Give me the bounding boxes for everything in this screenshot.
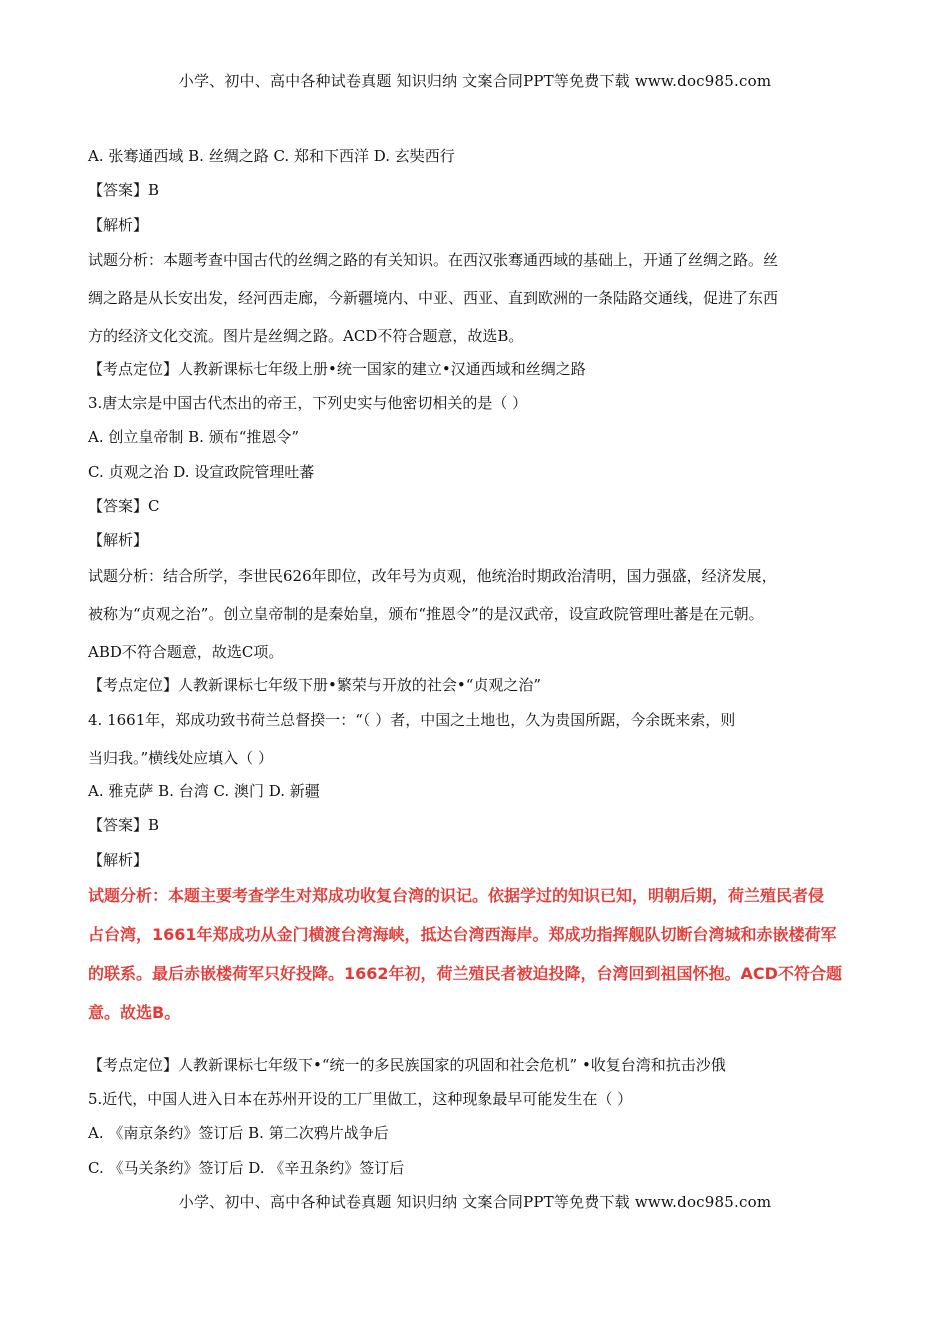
document-body: [88, 146, 878, 1192]
q4-analysis-line: 的联系。最后赤嵌楼荷军只好投降。1662年初，荷兰殖民者被迫投降，台湾回到祖国怀抱。ACD不符合题: [88, 963, 842, 983]
q4-answer: 【答案】B: [88, 816, 160, 835]
q2-analysis-line: 方的经济文化交流。图片是丝绸之路。ACD不符合题意，故选B。: [88, 326, 524, 345]
q3-kaodian: 【考点定位】人教新课标七年级下册•繁荣与开放的社会•“贞观之治”: [88, 675, 542, 694]
q2-analysis-label: 【解析】: [88, 215, 149, 234]
q3-options-row1: A. 创立皇帝制 B. 颁布“推恩令”: [88, 428, 300, 447]
q3-analysis-line: 试题分析：结合所学，李世民626年即位，改年号为贞观，他统治时期政治清明，国力强盛，经济发展，: [88, 566, 777, 585]
q4-analysis-highlighted: [88, 884, 878, 1025]
q5-options-row2: C. 《马关条约》签订后 D. 《辛丑条约》签订后: [88, 1158, 405, 1177]
page-footer-watermark: 小学、初中、高中各种试卷真题 知识归纳 文案合同PPT等免费下载 www.doc985.com: [178, 1193, 772, 1211]
q2-analysis-line: 试题分析：本题考查中国古代的丝绸之路的有关知识。在西汉张骞通西域的基础上，开通了丝绸之路。丝: [88, 250, 779, 269]
q2-analysis-line: 绸之路是从长安出发，经河西走廊，今新疆境内、中亚、西亚、直到欧洲的一条陆路交通线，促进了东西: [88, 288, 779, 307]
q4-question-line: 当归我。”横线处应填入（ ）: [88, 748, 273, 767]
q4-analysis-line: 试题分析：本题主要考查学生对郑成功收复台湾的识记。依据学过的知识已知，明朝后期，荷兰殖民者侵: [88, 885, 825, 905]
q3-analysis: [88, 565, 878, 663]
q4-question: [88, 709, 878, 769]
q5-options-row1: A. 《南京条约》签订后 B. 第二次鸦片战争后: [88, 1124, 389, 1143]
q4-analysis-label: 【解析】: [88, 850, 149, 869]
page-header-watermark: 小学、初中、高中各种试卷真题 知识归纳 文案合同PPT等免费下载 www.doc985.com: [178, 72, 772, 90]
q2-kaodian: 【考点定位】人教新课标七年级上册•统一国家的建立•汉通西域和丝绸之路: [88, 359, 586, 378]
q3-analysis-line: 被称为“贞观之治”。创立皇帝制的是秦始皇，颁布“推恩令”的是汉武帝，设宣政院管理吐蕃是在元朝。: [88, 604, 764, 623]
q3-analysis-label: 【解析】: [88, 531, 149, 550]
q4-analysis-line: 占台湾，1661年郑成功从金门横渡台湾海峡，抵达台湾西海岸。郑成功指挥舰队切断台湾城和赤嵌楼荷军: [88, 924, 837, 944]
q3-question: 3.唐太宗是中国古代杰出的帝王，下列史实与他密切相关的是（ ）: [88, 394, 528, 413]
q4-question-line: 4. 1661年，郑成功致书荷兰总督揆一：“（ ）者，中国之土地也，久为贵国所踞，今余既来索，则: [88, 710, 736, 729]
q4-analysis-line: 意。故选B。: [88, 1002, 181, 1022]
q2-options: A. 张骞通西域 B. 丝绸之路 C. 郑和下西洋 D. 玄奘西行: [88, 147, 455, 165]
q2-answer: 【答案】B: [88, 181, 160, 200]
q3-answer: 【答案】C: [88, 497, 160, 516]
q3-options-row2: C. 贞观之治 D. 设宣政院管理吐蕃: [88, 462, 315, 481]
q4-options: A. 雅克萨 B. 台湾 C. 澳门 D. 新疆: [88, 781, 320, 800]
q5-question: 5.近代，中国人进入日本在苏州开设的工厂里做工，这种现象最早可能发生在（ ）: [88, 1090, 633, 1109]
q4-kaodian: 【考点定位】人教新课标七年级下•“统一的多民族国家的巩固和社会危机” •收复台湾和抗击沙俄: [88, 1055, 726, 1074]
q3-analysis-line: ABD不符合题意，故选C项。: [88, 642, 284, 661]
q2-analysis: [88, 249, 878, 347]
